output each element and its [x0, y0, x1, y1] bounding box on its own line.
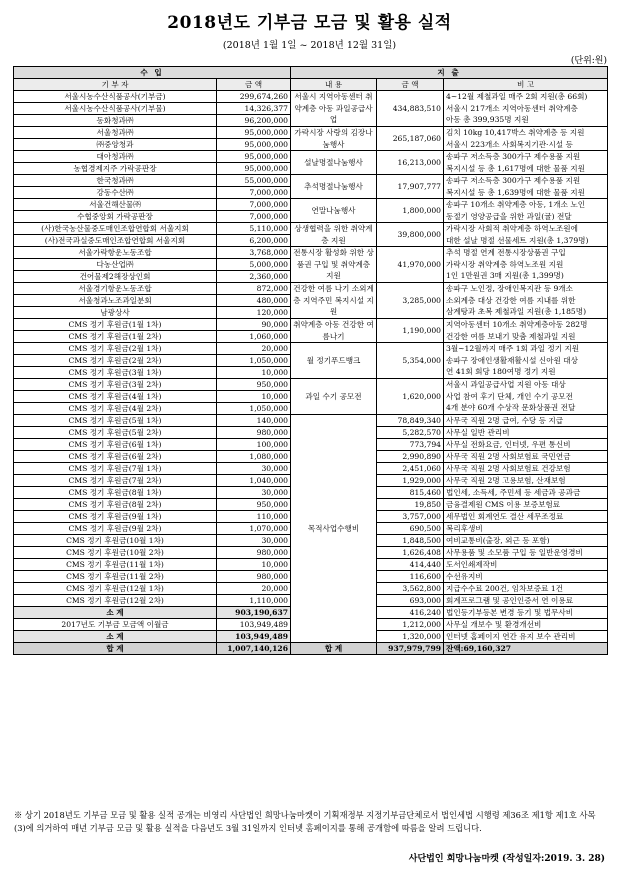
note-line: 아동 총 399,935명 지원: [446, 115, 529, 125]
expense-amount-column-header: 금 액: [377, 79, 444, 91]
note-line: 사무실 개보수 및 환경개선비: [446, 620, 542, 629]
expense-note-cell: [444, 427, 608, 439]
donation-amount-cell: 30,000: [217, 535, 291, 547]
donation-amount-cell: 103,949,489: [217, 619, 291, 631]
note-line: 복지시설 등 총 1,639명에 대한 물품 지원: [446, 187, 585, 197]
table-row: [14, 319, 608, 331]
donation-amount-cell: 95,000,000: [217, 151, 291, 163]
note-line: 서울시 과일공급사업 지원 아동 대상: [446, 380, 566, 390]
donor-cell: CMS 정기 후원금(3월 2차): [14, 379, 217, 391]
expense-content-cell: 추석명절나눔행사: [291, 175, 377, 199]
expense-note-cell: [444, 475, 608, 487]
note-line: 연 41회 회당 180여명 정기 지원: [446, 367, 556, 377]
unit-label: (단위:원): [570, 56, 607, 66]
donation-amount-cell: 7,000,000: [217, 211, 291, 223]
donor-cell: CMS 정기 후원금(5월 1차): [14, 415, 217, 427]
expense-note-cell: [444, 343, 608, 379]
expense-note-cell: [444, 439, 608, 451]
note-line: 여비교통비(출장, 외근 등 포함): [446, 536, 550, 545]
donor-cell: 동화청과㈜: [14, 115, 217, 127]
table-row: [14, 343, 608, 355]
donation-amount-cell: 5,110,000: [217, 223, 291, 235]
table-row: [14, 199, 608, 211]
expense-note-cell: [444, 451, 608, 463]
expense-amount-cell: 1,212,000: [377, 619, 444, 631]
expense-content-cell: 월 정기푸드뱅크: [291, 343, 377, 379]
donor-cell: 2017년도 기부금 모금액 이월금: [14, 619, 217, 631]
expense-content-cell: 설날명절나눔행사: [291, 151, 377, 175]
donor-cell: CMS 정기 후원금(9월 1차): [14, 511, 217, 523]
expense-note-cell: [444, 415, 608, 427]
note-line: 사무국 직원 2명 사회보험료 국민연금: [446, 452, 571, 461]
expense-amount-cell: 414,440: [377, 559, 444, 571]
note-line: 송파구 저소득층 300가구 제수용품 지원: [446, 176, 581, 185]
expense-note-cell: [444, 595, 608, 607]
note-line: 삼계탕과 초복 제철과일 지원(총 1,185명): [446, 307, 587, 317]
expense-amount-cell: 19,850: [377, 499, 444, 511]
donor-cell: CMS 정기 후원금(2월 1차): [14, 343, 217, 355]
note-line: 대한 설날 명절 선물세트 지원(총 1,379명): [446, 235, 589, 245]
table-row: [14, 247, 608, 259]
expense-content-cell: 전통시장 활성화 위한 상품권 구입 및 취약계층 지원: [291, 247, 377, 283]
donor-cell: 서울청과㈜: [14, 127, 217, 139]
donor-cell: CMS 정기 후원금(7월 1차): [14, 463, 217, 475]
expense-content-cell: 건강한 여름 나기 소외계층 지역주민 복지시설 지원: [291, 283, 377, 319]
donor-cell: CMS 정기 후원금(12월 1차): [14, 583, 217, 595]
table-row: [14, 415, 608, 427]
donation-amount-cell: 2,360,000: [217, 271, 291, 283]
expense-amount-cell: 434,883,510: [377, 91, 444, 127]
expense-note-cell: [444, 607, 608, 619]
expense-note-cell: [444, 91, 608, 127]
total-expense-amount: 937,979,799: [377, 643, 444, 655]
expense-content-cell: 서울시 지역아동센터 취약계층 아동 과일공급사업: [291, 91, 377, 127]
donor-cell: CMS 정기 후원금(8월 1차): [14, 487, 217, 499]
donation-amount-cell: 30,000: [217, 487, 291, 499]
expense-amount-cell: 3,757,000: [377, 511, 444, 523]
expense-content-cell: 과일 수기 공모전: [291, 379, 377, 415]
donation-amount-cell: 110,000: [217, 511, 291, 523]
expense-note-cell: [444, 199, 608, 223]
donor-cell: ㈜중앙청과: [14, 139, 217, 151]
expense-note-cell: [444, 499, 608, 511]
note-line: 복리후생비: [446, 524, 483, 533]
expense-amount-cell: 1,848,500: [377, 535, 444, 547]
expense-amount-cell: 1,929,000: [377, 475, 444, 487]
note-line: 사무용품 및 소모품 구입 등 일반운영경비: [446, 548, 583, 557]
note-line: 건강한 여름 보내기 맞춤 제철과일 지원: [446, 331, 576, 341]
donation-amount-cell: 96,200,000: [217, 115, 291, 127]
note-line: 지급수수료 200건, 임차보증료 1건: [446, 584, 564, 593]
amount-column-header: 금 액: [217, 79, 291, 91]
donor-cell: 서울경기항운노동조합: [14, 283, 217, 295]
expense-amount-cell: 2,451,060: [377, 463, 444, 475]
donation-amount-cell: 95,000,000: [217, 127, 291, 139]
expense-amount-cell: 693,000: [377, 595, 444, 607]
donation-amount-cell: 55,000,000: [217, 175, 291, 187]
donation-amount-cell: 10,000: [217, 391, 291, 403]
note-line: 김치 10kg 10,417박스 취약계층 등 지원: [446, 128, 585, 137]
donor-cell: 서울시농수산식품공사(기부물): [14, 103, 217, 115]
expense-amount-cell: 1,190,000: [377, 319, 444, 343]
donation-amount-cell: 1,070,000: [217, 523, 291, 535]
expense-note-cell: [444, 571, 608, 583]
donor-cell: CMS 정기 후원금(6월 2차): [14, 451, 217, 463]
donation-amount-cell: 10,000: [217, 559, 291, 571]
expense-note-cell: [444, 559, 608, 571]
donor-cell: 농협경제지주 가락공판장: [14, 163, 217, 175]
total-label: 합 계: [14, 643, 217, 655]
donor-cell: CMS 정기 후원금(5월 2차): [14, 427, 217, 439]
expense-content-cell: 목적사업수행비: [291, 415, 377, 643]
income-header: 수 입: [14, 67, 291, 79]
expense-content-cell: 상생협력을 위한 취약계층 지원: [291, 223, 377, 247]
expense-amount-cell: 1,320,000: [377, 631, 444, 643]
note-line: 송파구 노인정, 장애인복지관 등 9개소: [446, 284, 573, 294]
note-line: 3월~12월까지 매주 1회 과일 정기 지원: [446, 344, 580, 354]
expense-amount-cell: 815,460: [377, 487, 444, 499]
note-line: 법인세, 소득세, 주민세 등 세금과 공과금: [446, 488, 581, 497]
note-line: 송파구 10개소 취약계층 아동, 1개소 노인: [446, 200, 586, 209]
donation-amount-cell: 1,110,000: [217, 595, 291, 607]
donor-cell: CMS 정기 후원금(8월 2차): [14, 499, 217, 511]
note-line: 4개 분야 60개 수상작 문화상품권 전달: [446, 403, 576, 413]
note-line: 회계프로그램 및 공인인증서 연 이용료: [446, 596, 574, 605]
expense-amount-cell: 690,500: [377, 523, 444, 535]
donor-cell: 남광상사: [14, 307, 217, 319]
donation-amount-cell: 1,050,000: [217, 403, 291, 415]
note-line: 사무실 일반 관리비: [446, 428, 510, 437]
expense-note-cell: [444, 619, 608, 631]
expense-note-cell: [444, 175, 608, 199]
donor-cell: CMS 정기 후원금(1월 2차): [14, 331, 217, 343]
donor-cell: CMS 정기 후원금(11월 2차): [14, 571, 217, 583]
note-line: 사무국 직원 2명 사회보험료 건강보험: [446, 464, 571, 473]
content-column-header: 내 용: [291, 79, 377, 91]
donation-amount-cell: 20,000: [217, 343, 291, 355]
donor-cell: CMS 정기 후원금(10월 2차): [14, 547, 217, 559]
note-line: 사무국 직원 2명 고용보험, 산재보험: [446, 476, 566, 485]
expense-note-cell: [444, 511, 608, 523]
expense-note-cell: [444, 463, 608, 475]
expense-note-cell: [444, 631, 608, 643]
donation-amount-cell: 103,949,489: [217, 631, 291, 643]
expense-note-cell: [444, 319, 608, 343]
donation-amount-cell: 6,200,000: [217, 235, 291, 247]
donation-amount-cell: 30,000: [217, 463, 291, 475]
table-row: [14, 223, 608, 235]
donation-amount-cell: 950,000: [217, 499, 291, 511]
donation-amount-cell: 14,326,377: [217, 103, 291, 115]
note-line: 사무국 직원 2명 급여, 수당 등 지급: [446, 416, 564, 425]
note-line: 4~12월 제철과일 매주 2회 지원(총 66회): [446, 92, 588, 102]
donation-amount-cell: 980,000: [217, 427, 291, 439]
donation-report-table: [13, 66, 608, 655]
expense-amount-cell: 416,240: [377, 607, 444, 619]
expense-amount-cell: 1,620,000: [377, 379, 444, 415]
page-title: 2018년도 기부금 모금 및 활용 실적: [167, 13, 452, 33]
note-line: 송파구 저소득층 300가구 제수용품 지원: [446, 152, 581, 161]
note-line: 사업 참여 후기 단체, 개인 수기 공모전: [446, 391, 573, 401]
donation-amount-cell: 1,050,000: [217, 355, 291, 367]
table-row: [14, 91, 608, 103]
donor-cell: 건어물제2해장상인회: [14, 271, 217, 283]
note-line: 세무법인 회계연도 결산 세무조정료: [446, 512, 564, 521]
donor-cell: 서울가락항운노동조합: [14, 247, 217, 259]
donation-amount-cell: 872,000: [217, 283, 291, 295]
donation-amount-cell: 95,000,000: [217, 139, 291, 151]
donor-cell: CMS 정기 후원금(12월 2차): [14, 595, 217, 607]
donation-amount-cell: 7,000,000: [217, 199, 291, 211]
expense-note-cell: [444, 487, 608, 499]
donor-cell: 한국청과㈜: [14, 175, 217, 187]
donor-cell: CMS 정기 후원금(3월 1차): [14, 367, 217, 379]
expense-content-cell: 취약계층 아동 건강한 여름나기: [291, 319, 377, 343]
note-line: 인터넷 홈페이지 연간 유지 보수 관리비: [446, 632, 576, 641]
expense-note-cell: [444, 247, 608, 283]
note-line: 수선유지비: [446, 572, 483, 581]
donation-amount-cell: 1,040,000: [217, 475, 291, 487]
expense-amount-cell: 78,849,340: [377, 415, 444, 427]
total-expense-label: 합 계: [291, 643, 377, 655]
donor-cell: 소 계: [14, 607, 217, 619]
total-row: [14, 643, 608, 655]
note-line: 서울시 217개소 지역아동센터 취약계층: [446, 103, 578, 113]
expense-amount-cell: 16,213,000: [377, 151, 444, 175]
table-row: [14, 127, 608, 139]
expense-amount-cell: 39,800,000: [377, 223, 444, 247]
donor-cell: 서울건해산물㈜: [14, 199, 217, 211]
note-line: 금융결제원 CMS 이용 보증보험료: [446, 500, 561, 509]
donor-cell: 다농산업㈜: [14, 259, 217, 271]
donor-cell: 대아청과㈜: [14, 151, 217, 163]
donation-amount-cell: 90,000: [217, 319, 291, 331]
footnote: ※ 상기 2018년도 기부금 모금 및 활용 실적 공개는 비영리 사단법인 희망나눔마켓이 기획재정부 지정기부금단체로서 법인세법 시행령 제36조 제1항 제1호 사목(3)에 의거하여 매년 기부금 모금 및 활용 실적을 다음년도 3월 31일까지 인터넷 홈페이지를 통해 공개함에 따름을 알려 드립니다.: [14, 810, 596, 833]
note-line: 지역아동센터 10개소 취약계층아동 282명: [446, 320, 588, 329]
donation-amount-cell: 10,000: [217, 367, 291, 379]
donor-cell: CMS 정기 후원금(4월 1차): [14, 391, 217, 403]
expense-amount-cell: 116,600: [377, 571, 444, 583]
note-column-header: 비 고: [444, 79, 608, 91]
donor-cell: 수협중앙회 가락공판장: [14, 211, 217, 223]
donor-cell: CMS 정기 후원금(9월 2차): [14, 523, 217, 535]
expense-amount-cell: 3,285,000: [377, 283, 444, 319]
expense-amount-cell: 5,354,000: [377, 343, 444, 379]
expense-amount-cell: 5,282,570: [377, 427, 444, 439]
donor-cell: CMS 정기 후원금(1월 1차): [14, 319, 217, 331]
expense-content-cell: 연말나눔행사: [291, 199, 377, 223]
donor-cell: CMS 정기 후원금(7월 2차): [14, 475, 217, 487]
note-line: 송파구 장애인생활재활시설 신아원 대상: [446, 355, 578, 365]
expense-amount-cell: 265,187,060: [377, 127, 444, 151]
report-period: (2018년 1월 1일 ~ 2018년 12월 31일): [222, 40, 397, 51]
donation-amount-cell: 20,000: [217, 583, 291, 595]
donation-amount-cell: 980,000: [217, 571, 291, 583]
total-income-amount: 1,007,140,126: [217, 643, 291, 655]
donor-cell: (사)전국과실중도매인조합연합회 서울지회: [14, 235, 217, 247]
expense-amount-cell: 41,970,000: [377, 247, 444, 283]
donation-amount-cell: 980,000: [217, 547, 291, 559]
note-line: 사무실 전화요금, 인터넷, 우편 통신비: [446, 440, 571, 449]
donor-cell: 서울청과노조과일분회: [14, 295, 217, 307]
note-line: 서울시 223개소 사회복지기관·시설 등: [446, 139, 573, 149]
expense-note-cell: [444, 151, 608, 175]
balance-cell: 잔액:69,160,327: [444, 643, 608, 655]
note-line: 도서인쇄제작비: [446, 560, 498, 569]
donation-amount-cell: 7,000,000: [217, 187, 291, 199]
donor-cell: 강동수산㈜: [14, 187, 217, 199]
donation-amount-cell: 3,768,000: [217, 247, 291, 259]
donation-amount-cell: 140,000: [217, 415, 291, 427]
expense-note-cell: [444, 223, 608, 247]
note-line: 1인 1만원권 3매 지원(총 1,399명): [446, 271, 564, 281]
expense-amount-cell: 3,562,800: [377, 583, 444, 595]
donation-amount-cell: 100,000: [217, 439, 291, 451]
expense-amount-cell: 2,990,890: [377, 451, 444, 463]
expense-note-cell: [444, 283, 608, 319]
note-line: 가락시장 사회적 취약계층 하역노조원에: [446, 224, 578, 233]
expense-amount-cell: 1,626,408: [377, 547, 444, 559]
donor-cell: CMS 정기 후원금(4월 2차): [14, 403, 217, 415]
donation-amount-cell: 120,000: [217, 307, 291, 319]
expense-note-cell: [444, 523, 608, 535]
donor-cell: CMS 정기 후원금(11월 1차): [14, 559, 217, 571]
donation-amount-cell: 480,000: [217, 295, 291, 307]
donor-cell: CMS 정기 후원금(6월 1차): [14, 439, 217, 451]
donation-amount-cell: 95,000,000: [217, 163, 291, 175]
expense-note-cell: [444, 379, 608, 415]
table-row: [14, 283, 608, 295]
donor-cell: CMS 정기 후원금(10월 1차): [14, 535, 217, 547]
donation-amount-cell: 5,000,000: [217, 259, 291, 271]
table-row: [14, 151, 608, 163]
donation-amount-cell: 1,080,000: [217, 451, 291, 463]
donor-cell: CMS 정기 후원금(2월 2차): [14, 355, 217, 367]
signature: 사단법인 희망나눔마켓 (작성일자:2019. 3. 28): [408, 854, 605, 864]
expense-note-cell: [444, 535, 608, 547]
donor-column-header: 기 부 자: [14, 79, 217, 91]
note-line: 추석 명절 연계 전통시장상품권 구입: [446, 248, 566, 258]
expense-note-cell: [444, 127, 608, 151]
donation-amount-cell: 1,060,000: [217, 331, 291, 343]
note-line: 동절기 영양공급을 위한 과일(귤) 전달: [446, 211, 572, 221]
expense-amount-cell: 17,907,777: [377, 175, 444, 199]
expense-header: 지 출: [291, 67, 608, 79]
note-line: 가락시장 취약계층 하역노조원 지원: [446, 259, 564, 269]
donor-cell: (사)한국농산물중도매인조합연합회 서울지회: [14, 223, 217, 235]
donation-amount-cell: 299,674,260: [217, 91, 291, 103]
note-line: 소외계층 대상 건강한 여름 지내를 위한: [446, 295, 576, 305]
expense-note-cell: [444, 547, 608, 559]
note-line: 법인등기부등본 변경 등기 및 법무사비: [446, 608, 574, 617]
table-row: [14, 175, 608, 187]
note-line: 복지시설 등 총 1,617명에 대한 물품 지원: [446, 163, 585, 173]
table-row: [14, 379, 608, 391]
expense-note-cell: [444, 583, 608, 595]
donor-cell: 서울시농수산식품공사(기부금): [14, 91, 217, 103]
donation-amount-cell: 950,000: [217, 379, 291, 391]
expense-content-cell: 가락시장 사랑의 김장나눔행사: [291, 127, 377, 151]
donation-amount-cell: 903,190,637: [217, 607, 291, 619]
expense-amount-cell: 1,800,000: [377, 199, 444, 223]
expense-amount-cell: 773,794: [377, 439, 444, 451]
donor-cell: 소 계: [14, 631, 217, 643]
